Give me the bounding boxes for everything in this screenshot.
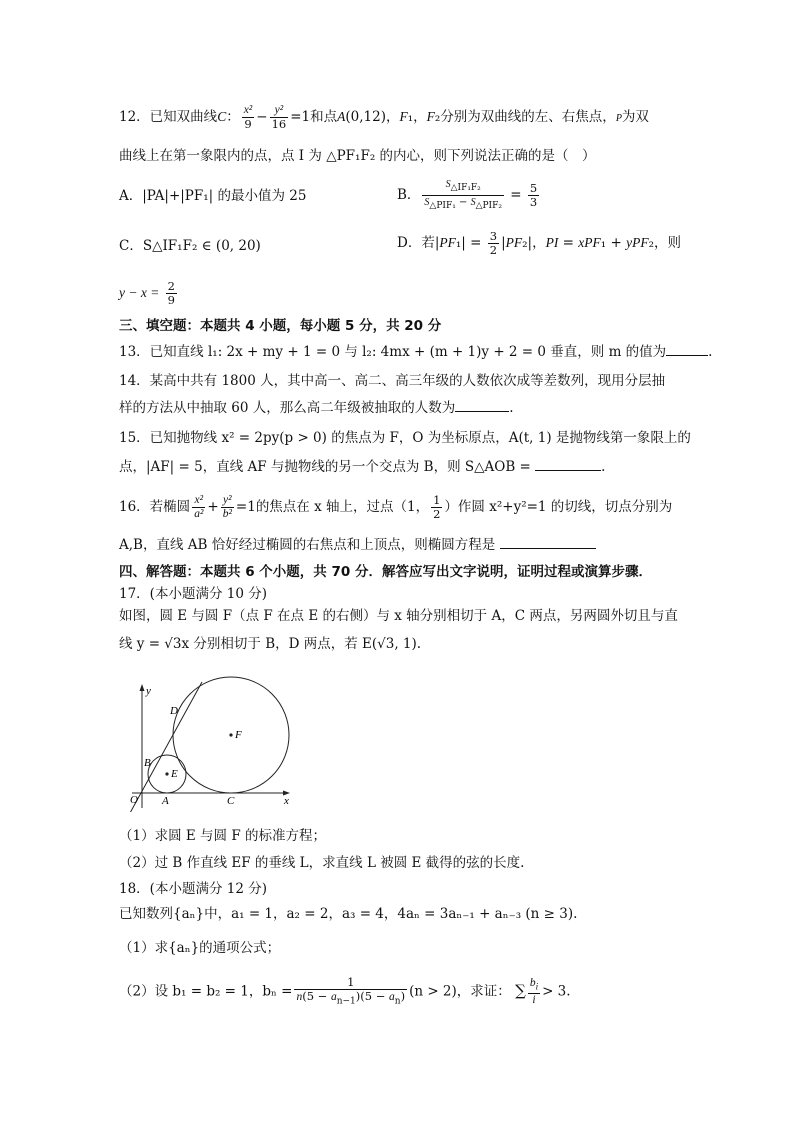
label-c: C: [227, 795, 235, 807]
q14-line1: 14．某高中共有 1800 人，其中高一、高二、高三年级的人数依次成等差数列，现用分层抽: [119, 373, 666, 389]
label-d: D: [170, 705, 178, 717]
q16-focus: 的焦点在 x 轴上，过点（1，: [255, 499, 430, 515]
label-f: F: [235, 729, 242, 741]
q12-last-line: y − x = $\frac{2}{9}$: [119, 279, 175, 307]
q16-tangent: ）作圆 x²+y²=1 的切线，切点分别为: [444, 499, 673, 515]
q17-part1: （1）求圆 E 与圆 F 的标准方程；: [119, 828, 326, 844]
q13: 13．已知直线 l₁: 2x + my + 1 = 0 与 l₂: 4mx + (m + 1)y + 2 = 0 垂直，则 m 的值为 .: [119, 341, 712, 362]
q12-option-b-label: B．: [397, 187, 421, 203]
q18-part2-intro: （2）设 b₁ = b₂ = 1，bₙ =: [119, 983, 293, 1000]
q12-foci: 分别为双曲线的左、右焦点，: [440, 109, 616, 125]
q12-line2: 曲线上在第一象限内的点，点 I 为 △PF₁F₂ 的内心，则下列说法正确的是（ ）: [119, 148, 596, 164]
q18-part1: （1）求{aₙ}的通项公式；: [119, 940, 281, 956]
section-3-title: 三、填空题：本题共 4 小题，每小题 5 分，共 20 分: [119, 318, 442, 334]
q13-answer-blank[interactable]: [666, 341, 708, 356]
center-f: [229, 733, 232, 736]
q17-part2: （2）过 B 作直线 EF 的垂线 L，求直线 L 被圆 E 截得的弦的长度.: [119, 855, 525, 871]
q17-figure: [118, 676, 298, 812]
section-4-title: 四、解答题：本题共 6 个小题，共 70 分．解答应写出文字说明，证明过程或演算步骤．: [119, 564, 652, 580]
q17-line1: 如图，圆 E 与圆 F（点 F 在点 E 的右侧）与 x 轴分别相切于 A，C 两点，另两圆外切且与直: [119, 608, 678, 624]
q18-part2-prove: (n > 2)，求证：: [409, 983, 511, 1000]
q12-option-b: B． $\frac{S_{\triangle IF_1F_2}}{S_{\triangle PIF_1} - S_{\triangle PIF_2}}$ = $\frac{5}{3}$: [397, 179, 538, 211]
q18-part2-ineq: > 3.: [542, 983, 571, 1000]
x-axis-label: x: [284, 795, 289, 807]
q12-option-d-label: D．若: [397, 235, 435, 251]
q16-text: A,B，直线 AB 恰好经过椭圆的右焦点和上顶点，则椭圆方程是: [119, 537, 496, 553]
y-axis-arrow: [140, 684, 145, 691]
q15-line2: 点，|AF| = 5，直线 AF 与抛物线的另一个交点为 B，则 S△AOB = .: [119, 456, 605, 477]
q13-text: 13．已知直线 l₁: 2x + my + 1 = 0 与 l₂: 4mx + (m + 1)y + 2 = 0 垂直，则 m 的值为: [119, 344, 667, 360]
q12-and: 和点: [310, 109, 338, 125]
q15-line1: 15．已知抛物线 x² = 2py(p > 0) 的焦点为 F，O 为坐标原点，A(t, 1) 是抛物线第一象限上的: [119, 430, 691, 446]
q12-intro: 12．已知双曲线: [119, 109, 218, 125]
q14-answer-blank[interactable]: [455, 397, 509, 412]
q16-intro: 16．若椭圆: [119, 499, 191, 515]
center-e: [165, 772, 168, 775]
label-o: O: [130, 794, 138, 806]
q18-part2: （2）设 b₁ = b₂ = 1，bₙ = $\frac{1}{n(5 - a_{n-1})(5 - a_n)}$ (n > 2)，求证： ∑ $\frac{b_i}{i}$ > 3.: [119, 975, 571, 1007]
q16-line2: [119, 534, 596, 555]
q16-line1: 16．若椭圆 $\frac{\text{x²}}{\text{a²}}$ + $\frac{\text{y²}}{\text{b²}}$ =1的焦点在 x 轴上，过点（1， $\frac{1}{2}$ ）作圆 x²+y²=1 的切线，切点分别为: [119, 493, 673, 521]
y-axis-label: y: [146, 685, 151, 697]
q12-option-c: C．S△IF₁F₂ ∈ (0, 20): [119, 238, 261, 254]
q12-expr: y − x =: [119, 285, 160, 300]
q12-option-d-then: ，则: [654, 235, 681, 251]
q15-answer-blank[interactable]: [535, 456, 601, 471]
q12-option-d: D．若|PF₁| = $\frac{3}{2}$ |PF₂|，PI = xPF₁ + yPF₂，则: [397, 229, 681, 257]
q14-text: 样的方法从中抽取 60 人，那么高二年级被抽取的人数为: [119, 400, 456, 416]
q12-option-a: A．|PA|+|PF₁| 的最小值为 25: [119, 188, 307, 204]
q15-text: 点，|AF| = 5，直线 AF 与抛物线的另一个交点为 B，则 S△AOB =: [119, 459, 531, 475]
q17-line2: 线 y = √3x 分别相切于 B，D 两点，若 E(√3, 1).: [119, 636, 422, 652]
q14-line2: 样的方法从中抽取 60 人，那么高二年级被抽取的人数为 .: [119, 397, 514, 418]
q16-answer-blank[interactable]: [500, 534, 596, 549]
q12-p-desc: 为双: [621, 109, 649, 125]
q12-line1: 12．已知双曲线C： $\frac{\text{x²}}{9}$ − $\frac{\text{y²}}{16}$ =1和点A(0,12)，F₁，F₂分别为双曲线的左、右焦点，P为双: [119, 104, 649, 131]
label-e: E: [171, 768, 178, 780]
q17-heading: 17．(本小题满分 10 分): [119, 586, 267, 602]
label-a: A: [162, 795, 169, 807]
label-b: B: [144, 757, 151, 769]
q18-heading: 18．(本小题满分 12 分): [119, 881, 267, 897]
q18-line1: 已知数列{aₙ}中，a₁ = 1，a₂ = 2，a₃ = 4，4aₙ = 3aₙ₋₁ + aₙ₋₃ (n ≥ 3).: [119, 906, 578, 922]
